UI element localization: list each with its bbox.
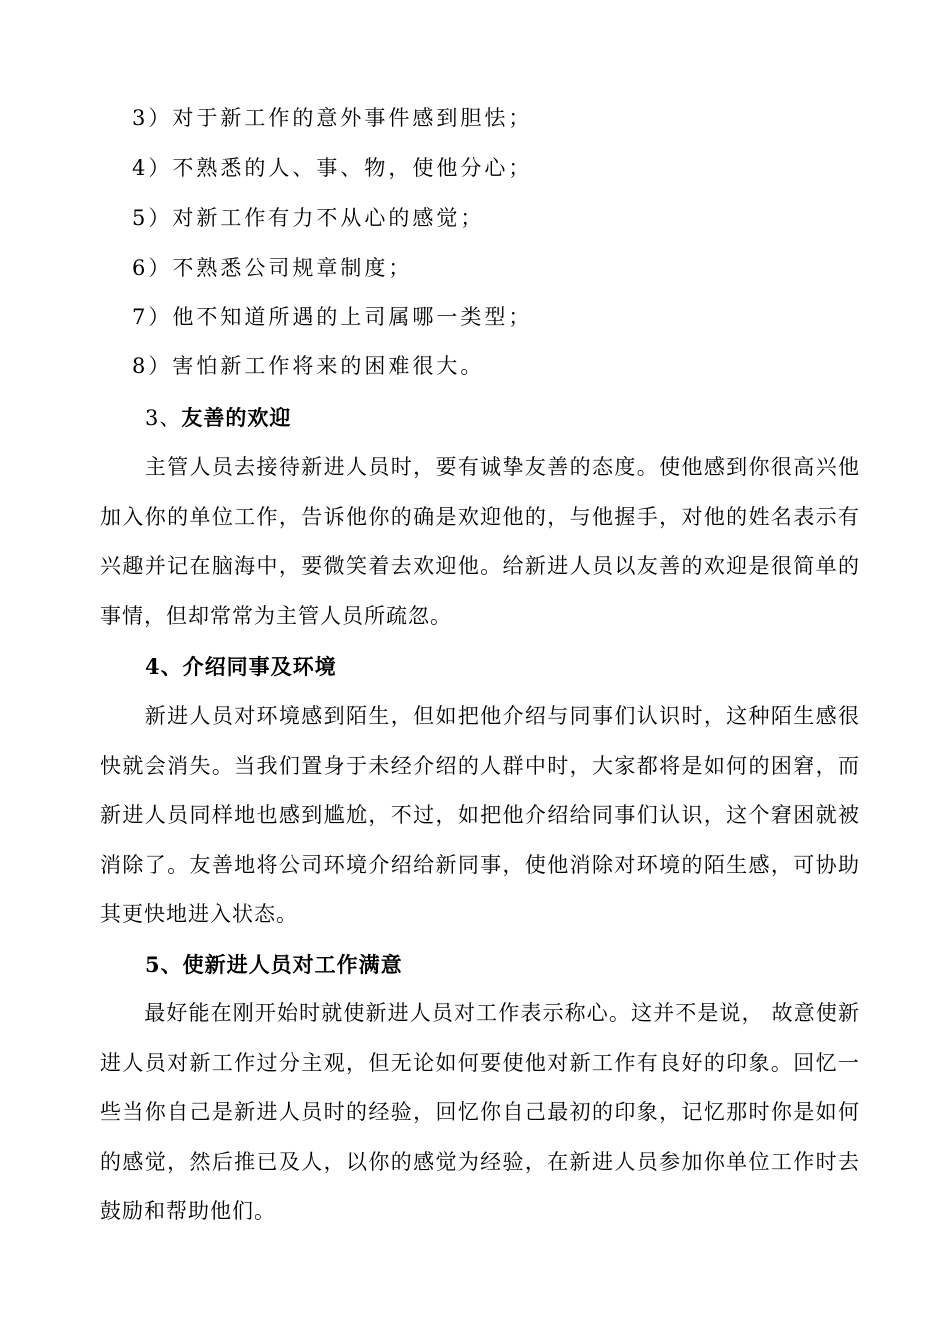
- section-number: 3、: [145, 406, 182, 430]
- list-item: 8）害怕新工作将来的困难很大。: [132, 354, 485, 378]
- section-title: 使新进人员对工作满意: [182, 952, 403, 977]
- section-paragraph: 最好能在刚开始时就使新进人员对工作表示称心。这并不是说， 故意使新进人员对新工作过分主观，但无论如何要使他对新工作有良好的印象。回忆一些当你自己是新进人员时的经验，回忆你自己最初的印象，记忆那时你是如何的感觉，然后推已及人，以你的感觉为经验，在新进人员参加你单位工作时去鼓励和帮助他们。: [100, 1001, 860, 1223]
- section-number: 4、: [145, 654, 183, 679]
- list-item: 4）不熟悉的人、事、物，使他分心；: [132, 156, 533, 180]
- section-paragraph: 新进人员对环境感到陌生，但如把他介绍与同事们认识时，这种陌生感很快就会消失。当我们置身于未经介绍的人群中时，大家都将是如何的困窘，而新进人员同样地也感到尴尬，不过，如把他介绍给同事们认识，这个窘困就被消除了。友善地将公司环境介绍给新同事，使他消除对环境的陌生感，可协助其更快地进入状态。: [100, 704, 860, 926]
- section-heading: [145, 653, 337, 681]
- section-heading: [145, 404, 291, 432]
- list-item: 6）不熟悉公司规章制度；: [132, 256, 413, 280]
- section-paragraph: 主管人员去接待新进人员时，要有诚挚友善的态度。使他感到你很高兴他加入你的单位工作，告诉他你的确是欢迎他的，与他握手，对他的姓名表示有兴趣并记在脑海中，要微笑着去欢迎他。给新进人员以友善的欢迎是很简单的事情，但却常常为主管人员所疏忽。: [100, 455, 860, 628]
- section-heading: [145, 951, 403, 979]
- list-item: 5）对新工作有力不从心的感觉；: [132, 206, 485, 230]
- section-number: 5、: [145, 952, 183, 977]
- section-title: 介绍同事及环境: [182, 654, 337, 679]
- list-item: 7）他不知道所遇的上司属哪一类型；: [132, 305, 533, 329]
- list-item: 3）对于新工作的意外事件感到胆怯；: [132, 106, 533, 130]
- section-title: 友善的欢迎: [181, 405, 292, 430]
